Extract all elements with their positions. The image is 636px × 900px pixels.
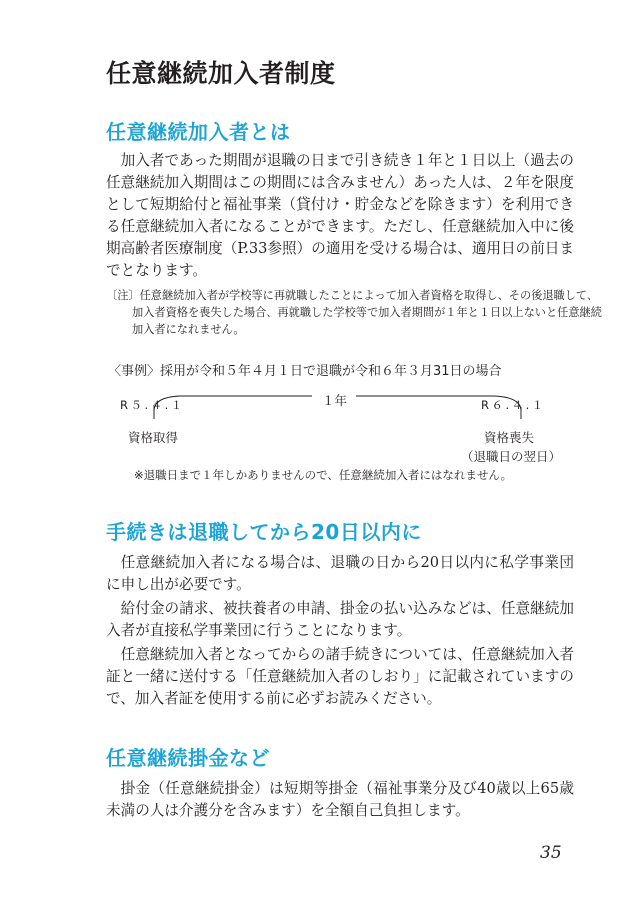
section2-paragraph-2: 給付金の請求、被扶養者の申請、掛金の払い込みなどは、任意継続加入者が直接私学事業団に行うことになります。: [106, 600, 574, 639]
example-footnote: ※退職日まで１年しかありませんので、任意継続加入者にはなれません。: [134, 468, 513, 482]
section3-paragraph: 掛金（任意継続掛金）は短期等掛金（福祉事業分及び40歳以上65歳未満の人は介護分を含みます）を全額自己負担します。: [106, 780, 574, 819]
section2-paragraph-3: 任意継続加入者となってからの諸手続きについては、任意継続加入者証と一緒に送付する「任意継続加入者のしおり」に記載されていますので、加入者証を使用する前に必ずお読みください。: [106, 646, 574, 707]
section-heading-procedure: 手続きは退職してから20日以内に: [106, 520, 422, 544]
timeline-span-label: １年: [322, 393, 348, 408]
section2-paragraph-1: 任意継続加入者になる場合は、退職の日から20日以内に私学事業団に申し出が必要です。: [106, 554, 574, 593]
page-title: 任意継続加入者制度: [106, 59, 336, 88]
section-heading-what-is: 任意継続加入者とは: [106, 120, 291, 144]
timeline-end-event: 資格喪失: [484, 430, 535, 445]
timeline-start-date: R５.４.１: [120, 398, 185, 412]
example-label: 〈事例〉採用が令和５年４月１日で退職が令和６年３月31日の場合: [108, 364, 502, 379]
timeline-end-date: R６.４.１: [481, 398, 546, 412]
timeline-start-event: 資格取得: [128, 430, 179, 445]
section1-note: 〔注〕任意継続加入者が学校等に再就職したことによって加入者資格を取得し、その後退職して、加入者資格を喪失した場合、再就職した学校等で加入者期間が１年と１日以上ないと任意継続加入者になれません。: [106, 289, 602, 336]
page-number: 35: [540, 843, 562, 863]
timeline-end-event-note: （退職日の翌日）: [461, 449, 562, 464]
section-heading-premium: 任意継続掛金など: [106, 746, 270, 770]
section1-paragraph: 加入者であった期間が退職の日まで引き続き１年と１日以上（過去の任意継続加入期間はこの期間には含みません）あった人は、２年を限度として短期給付と福祉事業（貸付け・貯金などを除きます）を利用できる任意継続加入者になることができます。ただし、任意継続加入中に後期高齢者医療制度（P.33参照）の適用を受ける場合は、適用日の前日までとなります。: [106, 152, 574, 279]
